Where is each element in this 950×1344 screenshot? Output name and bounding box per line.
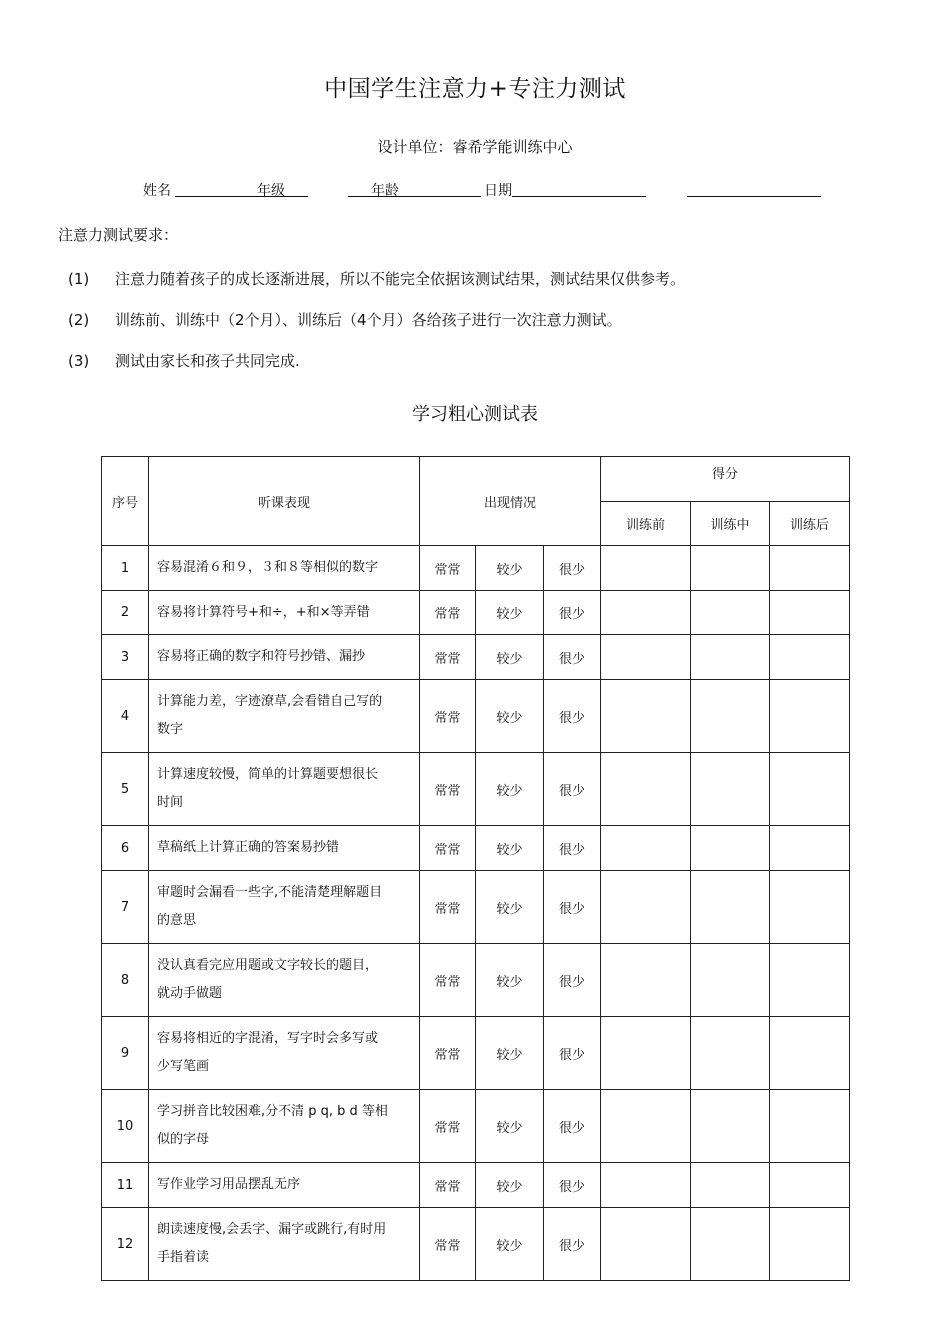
score-during-cell[interactable] [691,1163,770,1208]
row-number: 4 [102,680,149,753]
header-index: 序号 [102,457,149,546]
score-after-cell[interactable] [770,826,850,871]
requirement-number: (1) [68,270,90,288]
option-rare[interactable]: 很少 [544,680,601,753]
option-less[interactable]: 较少 [476,1017,544,1090]
behavior-line: 计算能力差，字迹潦草,会看错自己写的 [157,694,383,709]
name-label: 姓名 [143,183,171,199]
table-row [102,1208,850,1281]
option-rare[interactable]: 很少 [544,635,601,680]
table-row [102,1090,850,1163]
requirement-item [68,309,622,331]
option-less[interactable]: 较少 [476,871,544,944]
header-during-training: 训练中 [691,502,770,546]
option-often[interactable]: 常常 [420,1208,476,1281]
behavior-line: 学习拼音比较困难,分不清 p q, b d 等相 [157,1104,388,1119]
header-occurrence: 出现情况 [420,457,601,546]
score-before-cell[interactable] [601,944,691,1017]
header-after-training: 训练后 [770,502,850,546]
behavior-line: 容易将计算符号+和÷，+和×等弄错 [157,604,370,620]
option-less[interactable]: 较少 [476,1090,544,1163]
behavior-line: 容易将正确的数字和符号抄错、漏抄 [157,649,366,664]
row-number: 11 [102,1163,149,1208]
table-row [102,944,850,1017]
behavior-line: 少写笔画 [157,1059,210,1074]
date-label: 日期 [484,183,512,199]
behavior-cell [149,871,420,944]
option-rare[interactable]: 很少 [544,826,601,871]
score-before-cell[interactable] [601,635,691,680]
requirement-item [68,350,300,372]
score-after-cell[interactable] [770,753,850,826]
score-during-cell[interactable] [691,680,770,753]
option-often[interactable]: 常常 [420,680,476,753]
option-rare[interactable]: 很少 [544,1163,601,1208]
score-before-cell[interactable] [601,680,691,753]
score-during-cell[interactable] [691,1017,770,1090]
requirement-item [68,268,685,290]
behavior-line: 朗读速度慢,会丢字、漏字或跳行,有时用 [157,1222,387,1237]
row-number: 3 [102,635,149,680]
score-after-cell[interactable] [770,680,850,753]
behavior-line: 数字 [157,722,184,737]
behavior-line: 时间 [157,795,184,810]
behavior-cell [149,680,420,753]
score-after-cell[interactable] [770,944,850,1017]
date-field[interactable] [512,196,646,197]
score-during-cell[interactable] [691,1090,770,1163]
age-field[interactable] [348,196,481,197]
row-number: 5 [102,753,149,826]
behavior-cell [149,826,420,871]
option-often[interactable]: 常常 [420,635,476,680]
score-before-cell[interactable] [601,753,691,826]
table-row [102,826,850,871]
grade-label: 年级 [257,183,285,199]
option-often[interactable]: 常常 [420,753,476,826]
option-rare[interactable]: 很少 [544,591,601,635]
score-before-cell[interactable] [601,871,691,944]
option-often[interactable]: 常常 [420,1163,476,1208]
score-before-cell[interactable] [601,826,691,871]
table-row [102,1163,850,1208]
score-during-cell[interactable] [691,826,770,871]
row-number: 10 [102,1090,149,1163]
option-rare[interactable]: 很少 [544,1208,601,1281]
row-number: 8 [102,944,149,1017]
extra-field[interactable] [687,196,821,197]
option-rare[interactable]: 很少 [544,1090,601,1163]
score-during-cell[interactable] [691,591,770,635]
behavior-line: 草稿纸上计算正确的答案易抄错 [157,840,340,855]
option-less[interactable]: 较少 [476,1163,544,1208]
header-before-training: 训练前 [601,502,691,546]
score-after-cell[interactable] [770,1090,850,1163]
row-number: 2 [102,591,149,635]
table-row [102,546,850,591]
behavior-line: 就动手做题 [157,986,223,1001]
row-number: 7 [102,871,149,944]
score-after-cell[interactable] [770,871,850,944]
option-often[interactable]: 常常 [420,826,476,871]
score-during-cell[interactable] [691,871,770,944]
option-often[interactable]: 常常 [420,591,476,635]
behavior-cell [149,1090,420,1163]
option-less[interactable]: 较少 [476,635,544,680]
behavior-line: 计算速度较慢，简单的计算题要想很长 [157,767,379,782]
option-often[interactable]: 常常 [420,546,476,591]
option-less[interactable]: 较少 [476,1208,544,1281]
score-before-cell[interactable] [601,1017,691,1090]
score-after-cell[interactable] [770,1017,850,1090]
requirement-number: (2) [68,311,90,329]
option-often[interactable]: 常常 [420,1017,476,1090]
behavior-line: 容易混淆６和９，３和８等相似的数字 [157,560,379,575]
option-less[interactable]: 较少 [476,591,544,635]
score-during-cell[interactable] [691,1208,770,1281]
table-row [102,591,850,635]
table-row [102,1017,850,1090]
carelessness-test-table [101,456,850,1281]
header-behavior: 听课表现 [149,457,420,546]
score-before-cell[interactable] [601,1208,691,1281]
requirements-heading: 注意力测试要求： [58,226,179,244]
behavior-cell [149,1208,420,1281]
name-field[interactable] [175,196,255,197]
behavior-line: 写作业学习用品摆乱无序 [157,1177,301,1192]
behavior-line: 审题时会漏看一些字,不能清楚理解题目 [157,885,383,900]
student-info-line [0,180,950,202]
score-after-cell[interactable] [770,1208,850,1281]
table-row [102,680,850,753]
behavior-cell [149,635,420,680]
score-during-cell[interactable] [691,944,770,1017]
behavior-line: 的意思 [157,913,197,928]
option-often[interactable]: 常常 [420,871,476,944]
row-number: 12 [102,1208,149,1281]
design-unit: 设计单位：睿希学能训练中心 [377,138,573,156]
option-rare[interactable]: 很少 [544,1017,601,1090]
option-often[interactable]: 常常 [420,1090,476,1163]
option-less[interactable]: 较少 [476,753,544,826]
behavior-cell [149,591,420,635]
header-score: 得分 [601,457,850,502]
row-number: 1 [102,546,149,591]
score-before-cell[interactable] [601,1090,691,1163]
option-less[interactable]: 较少 [476,680,544,753]
requirement-text: 训练前、训练中（2个月）、训练后（4个月）各给孩子进行一次注意力测试。 [115,311,622,329]
score-during-cell[interactable] [691,635,770,680]
option-less[interactable]: 较少 [476,826,544,871]
grade-field[interactable] [255,196,308,197]
score-after-cell[interactable] [770,591,850,635]
requirement-text: 注意力随着孩子的成长逐渐进展，所以不能完全依据该测试结果，测试结果仅供参考。 [115,270,686,288]
behavior-line: 似的字母 [157,1132,210,1147]
option-less[interactable]: 较少 [476,944,544,1017]
row-number: 9 [102,1017,149,1090]
behavior-cell [149,753,420,826]
option-rare[interactable]: 很少 [544,753,601,826]
table-row [102,871,850,944]
score-before-cell[interactable] [601,591,691,635]
table-title: 学习粗心测试表 [412,404,538,425]
score-after-cell[interactable] [770,635,850,680]
behavior-cell [149,1017,420,1090]
behavior-cell [149,944,420,1017]
page-title: 中国学生注意力+专注力测试 [324,76,626,102]
table-row [102,753,850,826]
option-rare[interactable]: 很少 [544,546,601,591]
table-row [102,635,850,680]
option-rare[interactable]: 很少 [544,871,601,944]
score-before-cell[interactable] [601,546,691,591]
requirement-number: (3) [68,352,90,370]
score-during-cell[interactable] [691,546,770,591]
behavior-cell [149,546,420,591]
option-often[interactable]: 常常 [420,944,476,1017]
score-after-cell[interactable] [770,1163,850,1208]
option-rare[interactable]: 很少 [544,944,601,1017]
behavior-line: 手指着读 [157,1250,210,1265]
score-before-cell[interactable] [601,1163,691,1208]
age-label: 年龄 [371,183,399,199]
behavior-cell [149,1163,420,1208]
row-number: 6 [102,826,149,871]
score-during-cell[interactable] [691,753,770,826]
score-after-cell[interactable] [770,546,850,591]
behavior-line: 没认真看完应用题或文字较长的题目， [157,958,379,973]
requirement-text: 测试由家长和孩子共同完成. [115,352,300,370]
option-less[interactable]: 较少 [476,546,544,591]
behavior-line: 容易将相近的字混淆，写字时会多写或 [157,1031,379,1046]
